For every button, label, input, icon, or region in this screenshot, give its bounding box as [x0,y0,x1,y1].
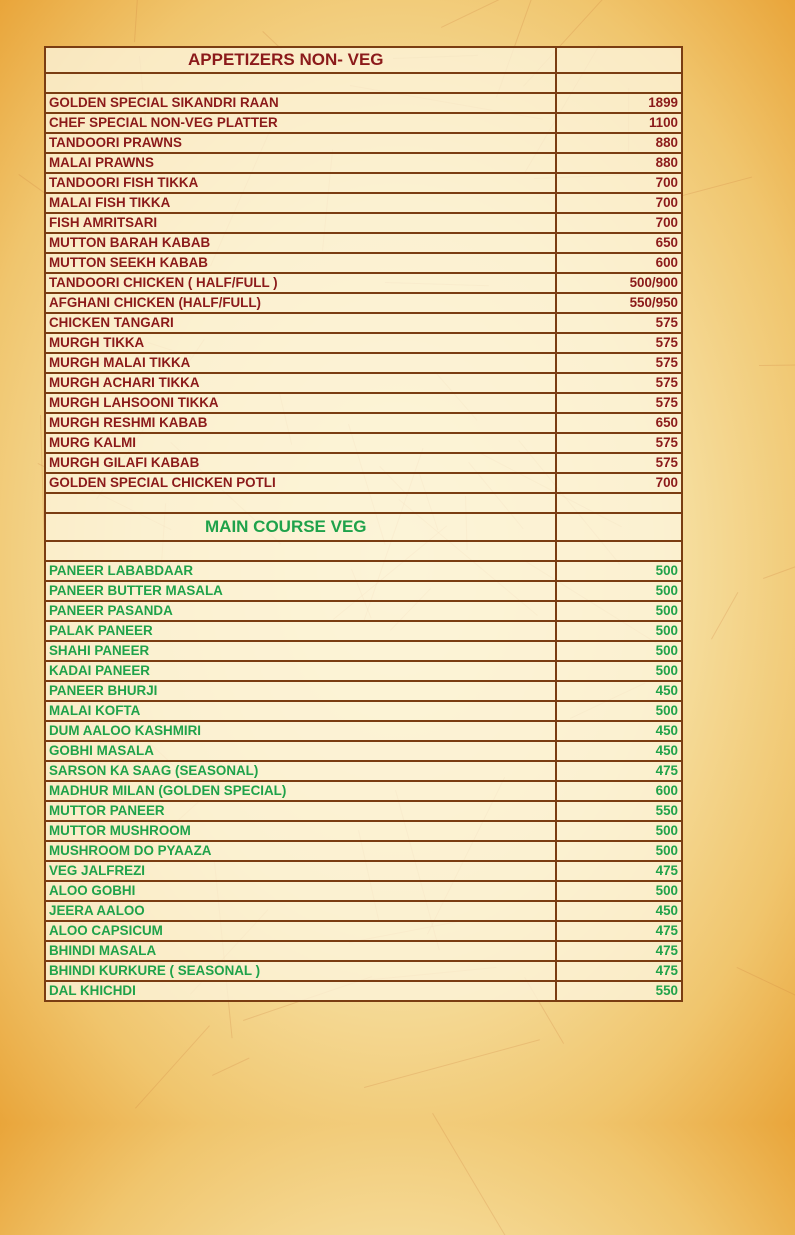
menu-item-price: 450 [556,741,682,761]
menu-item-name: BHINDI KURKURE ( SEASONAL ) [45,961,556,981]
menu-item-name: CHEF SPECIAL NON-VEG PLATTER [45,113,556,133]
menu-item-name: MURGH GILAFI KABAB [45,453,556,473]
menu-item-price: 575 [556,313,682,333]
menu-item-price: 650 [556,413,682,433]
section-header-row [45,513,682,541]
menu-item-name: KADAI PANEER [45,661,556,681]
menu-item-name: TANDOORI CHICKEN ( HALF/FULL ) [45,273,556,293]
menu-item-price: 575 [556,393,682,413]
menu-item-price: 700 [556,193,682,213]
menu-item-price: 550 [556,801,682,821]
menu-item-row [45,801,682,821]
menu-item-name: PANEER LABABDAAR [45,561,556,581]
menu-item-row [45,93,682,113]
menu-item-row [45,661,682,681]
paper-vein [736,967,795,1036]
menu-item-price: 575 [556,373,682,393]
spacer-cell [556,541,682,561]
menu-item-price: 500 [556,561,682,581]
paper-vein [212,1058,250,1076]
spacer-cell [45,493,556,513]
menu-item-name: PANEER PASANDA [45,601,556,621]
menu-item-price: 500/900 [556,273,682,293]
menu-item-row [45,621,682,641]
menu-item-row [45,881,682,901]
section-title-appetizers-non-veg: APPETIZERS NON- VEG [45,47,556,73]
menu-item-price: 500 [556,641,682,661]
menu-item-name: MUTTON SEEKH KABAB [45,253,556,273]
menu-table [44,46,683,1002]
menu-item-price: 575 [556,333,682,353]
menu-item-name: MALAI PRAWNS [45,153,556,173]
menu-item-price: 500 [556,841,682,861]
menu-item-row [45,313,682,333]
menu-item-name: FISH AMRITSARI [45,213,556,233]
menu-item-price: 475 [556,921,682,941]
menu-item-price: 500 [556,621,682,641]
menu-item-name: PALAK PANEER [45,621,556,641]
menu-item-row [45,333,682,353]
menu-item-price: 500 [556,881,682,901]
spacer-cell [45,541,556,561]
menu-item-row [45,473,682,493]
menu-item-price: 650 [556,233,682,253]
menu-item-name: BHINDI MASALA [45,941,556,961]
menu-item-price: 500 [556,581,682,601]
menu-item-row [45,213,682,233]
menu-item-name: MURGH TIKKA [45,333,556,353]
spacer-cell [45,73,556,93]
menu-item-price: 475 [556,961,682,981]
section-header-row [45,47,682,73]
menu-item-name: ALOO GOBHI [45,881,556,901]
menu-item-price: 450 [556,721,682,741]
menu-item-price: 600 [556,781,682,801]
menu-item-row [45,173,682,193]
menu-item-row [45,981,682,1001]
paper-vein [135,1025,210,1109]
menu-item-row [45,821,682,841]
menu-item-price: 1100 [556,113,682,133]
paper-vein [711,592,738,639]
menu-item-price: 1899 [556,93,682,113]
menu-item-name: MUTTOR MUSHROOM [45,821,556,841]
menu-item-row [45,741,682,761]
menu-item-name: DUM AALOO KASHMIRI [45,721,556,741]
paper-vein [134,0,139,42]
price-header-cell [556,513,682,541]
menu-item-row [45,921,682,941]
menu-item-row [45,561,682,581]
menu-item-price: 450 [556,681,682,701]
spacer-row [45,73,682,93]
menu-item-row [45,393,682,413]
menu-item-name: TANDOORI FISH TIKKA [45,173,556,193]
menu-item-row [45,193,682,213]
menu-item-name: ALOO CAPSICUM [45,921,556,941]
menu-item-name: GOBHI MASALA [45,741,556,761]
menu-item-price: 500 [556,601,682,621]
menu-item-row [45,641,682,661]
spacer-row [45,541,682,561]
menu-item-name: MURG KALMI [45,433,556,453]
menu-item-price: 475 [556,761,682,781]
menu-item-name: CHICKEN TANGARI [45,313,556,333]
menu-item-price: 550/950 [556,293,682,313]
menu-item-row [45,841,682,861]
menu-item-row [45,601,682,621]
menu-item-price: 500 [556,661,682,681]
menu-item-price: 450 [556,901,682,921]
menu-item-name: GOLDEN SPECIAL CHICKEN POTLI [45,473,556,493]
menu-item-row [45,761,682,781]
menu-item-row [45,681,682,701]
menu-item-price: 700 [556,473,682,493]
menu-item-name: PANEER BHURJI [45,681,556,701]
menu-item-name: SARSON KA SAAG (SEASONAL) [45,761,556,781]
menu-item-row [45,701,682,721]
menu-item-row [45,721,682,741]
paper-vein [759,364,795,367]
menu-item-name: TANDOORI PRAWNS [45,133,556,153]
menu-item-price: 700 [556,173,682,193]
menu-item-row [45,413,682,433]
menu-item-name: MUTTOR PANEER [45,801,556,821]
spacer-cell [556,493,682,513]
menu-item-price: 600 [556,253,682,273]
menu-item-row [45,273,682,293]
menu-item-price: 575 [556,433,682,453]
menu-item-price: 575 [556,453,682,473]
menu-item-name: DAL KHICHDI [45,981,556,1001]
menu-item-name: MADHUR MILAN (GOLDEN SPECIAL) [45,781,556,801]
menu-item-name: MALAI KOFTA [45,701,556,721]
menu-item-row [45,233,682,253]
section-title-main-course-veg: MAIN COURSE VEG [45,513,556,541]
menu-item-row [45,153,682,173]
menu-item-row [45,433,682,453]
menu-item-row [45,253,682,273]
menu-item-price: 880 [556,133,682,153]
menu-item-name: GOLDEN SPECIAL SIKANDRI RAAN [45,93,556,113]
menu-item-row [45,373,682,393]
menu-item-row [45,293,682,313]
menu-item-row [45,941,682,961]
menu-item-row [45,133,682,153]
menu-item-row [45,581,682,601]
menu-item-price: 500 [556,701,682,721]
paper-vein [763,563,795,580]
menu-item-row [45,113,682,133]
paper-vein [432,1113,505,1235]
menu-item-price: 575 [556,353,682,373]
menu-item-name: AFGHANI CHICKEN (HALF/FULL) [45,293,556,313]
menu-item-row [45,901,682,921]
menu-item-name: MURGH ACHARI TIKKA [45,373,556,393]
price-header-cell [556,47,682,73]
menu-item-name: MUSHROOM DO PYAAZA [45,841,556,861]
menu-item-row [45,353,682,373]
menu-item-row [45,781,682,801]
menu-item-name: MURGH LAHSOONI TIKKA [45,393,556,413]
menu-item-name: MURGH MALAI TIKKA [45,353,556,373]
menu-item-name: MUTTON BARAH KABAB [45,233,556,253]
menu-item-price: 550 [556,981,682,1001]
menu-item-row [45,861,682,881]
menu-item-price: 880 [556,153,682,173]
menu-item-name: VEG JALFREZI [45,861,556,881]
menu-item-row [45,453,682,473]
menu-item-price: 700 [556,213,682,233]
menu-item-name: SHAHI PANEER [45,641,556,661]
paper-vein [364,1039,540,1088]
menu-item-name: PANEER BUTTER MASALA [45,581,556,601]
menu-item-row [45,961,682,981]
spacer-cell [556,73,682,93]
menu-item-name: JEERA AALOO [45,901,556,921]
menu-item-name: MALAI FISH TIKKA [45,193,556,213]
menu-item-price: 475 [556,941,682,961]
menu-item-price: 500 [556,821,682,841]
menu-item-price: 475 [556,861,682,881]
paper-vein [441,0,524,28]
menu-item-name: MURGH RESHMI KABAB [45,413,556,433]
spacer-row [45,493,682,513]
